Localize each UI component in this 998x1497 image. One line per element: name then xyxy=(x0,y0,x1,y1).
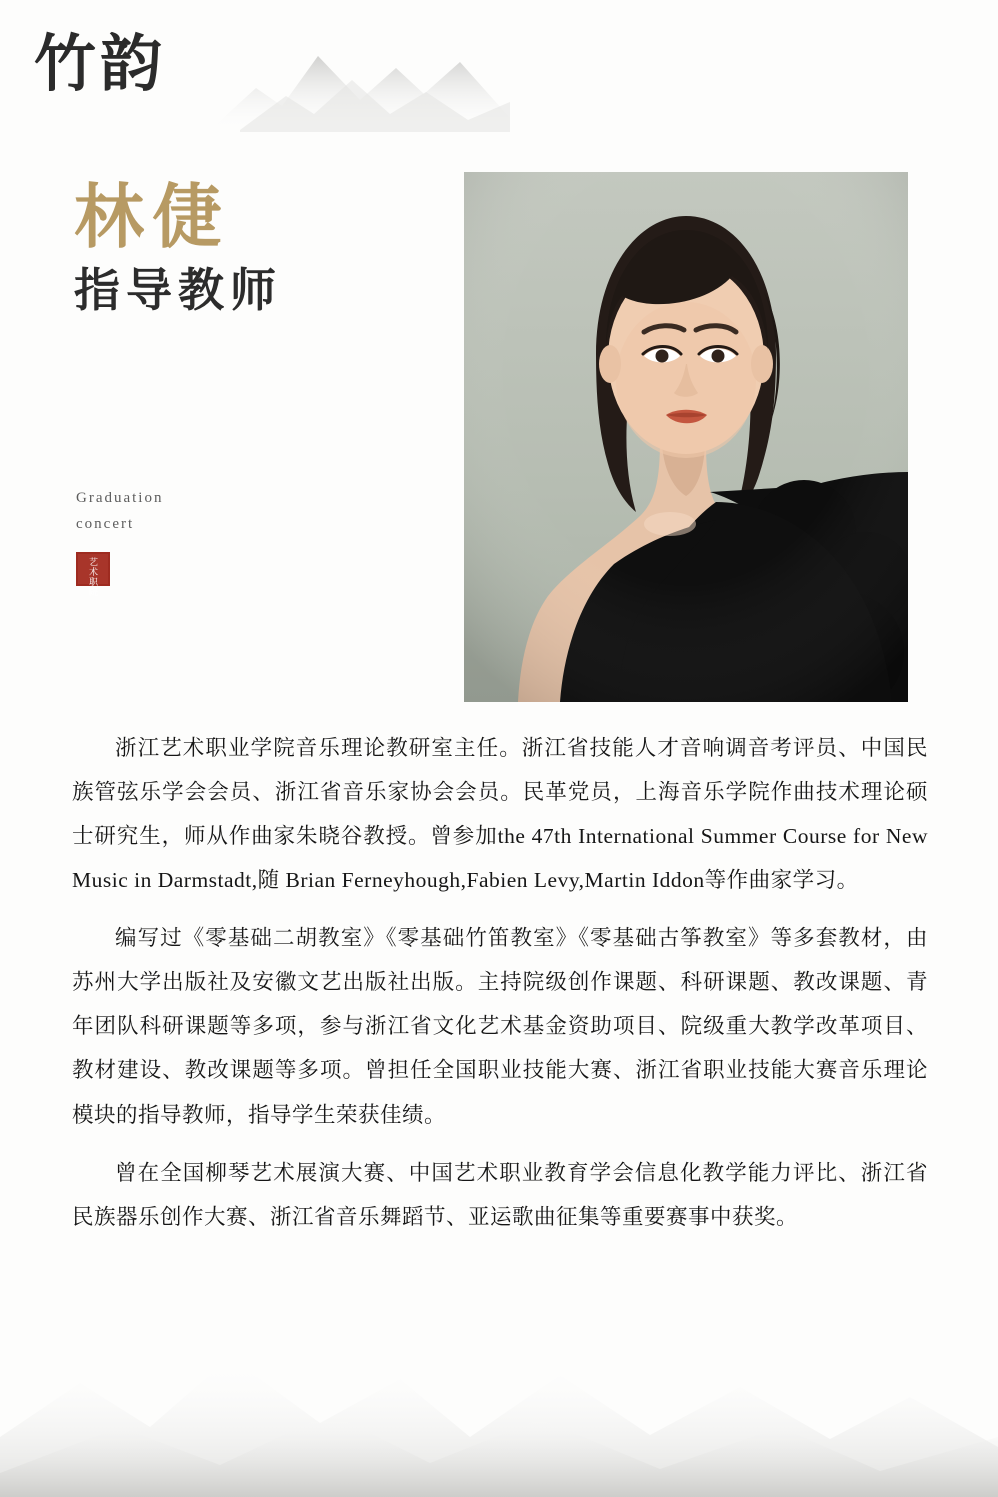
page-title: 林倢 xyxy=(74,180,230,257)
seal-char-4: 院 xyxy=(88,587,98,597)
seal-stamp-icon xyxy=(76,552,110,597)
biography-paragraph-3: 曾在全国柳琴艺术展演大赛、中国艺术职业教育学会信息化教学能力评比、浙江省民族器乐创作大赛、浙江省音乐舞蹈节、亚运歌曲征集等重要赛事中获奖。 xyxy=(72,1160,928,1229)
seal-char-2: 术 xyxy=(88,567,98,577)
mountain-wash-bottom-icon xyxy=(0,1287,998,1497)
biography-paragraph-1: 浙江艺术职业学院音乐理论教研室主任。浙江省技能人才音响调音考评员、中国民族管弦乐学会会员、浙江省音乐家协会会员。民革党员，上海音乐学院作曲技术理论硕士研究生，师从作曲家朱晓谷教授。曾参加the 47th International Summer Course for New Music in Darmstadt,随 Brian Ferneyhough,Fabien Levy,Martin Iddon等作曲家学习。 xyxy=(72,736,928,893)
portrait-photo xyxy=(464,172,908,702)
seal-char-1: 艺 xyxy=(88,557,98,567)
latin-subtitle-line1: Graduation xyxy=(76,490,164,506)
latin-subtitle-line2: concert xyxy=(76,515,135,532)
mountain-wash-top-icon xyxy=(210,22,510,132)
latin-subtitle xyxy=(76,486,276,537)
biography-paragraph-2: 编写过《零基础二胡教室》《零基础竹笛教室》《零基础古筝教室》等多套教材，由苏州大学出版社及安徽文艺出版社出版。主持院级创作课题、科研课题、教改课题、青年团队科研课题等多项，参与浙江省文化艺术基金资助项目、院级重大教学改革项目、教材建设、教改课题等多项。曾担任全国职业技能大赛、浙江省职业技能大赛音乐理论模块的指导教师，指导学生荣获佳绩。 xyxy=(72,926,928,1127)
seal-char-3: 职 xyxy=(88,577,98,587)
biography-text xyxy=(72,726,928,1253)
role-subtitle: 指导教师 xyxy=(74,264,282,316)
title-block xyxy=(74,182,404,316)
brand-logo: 竹韵 xyxy=(34,31,167,99)
